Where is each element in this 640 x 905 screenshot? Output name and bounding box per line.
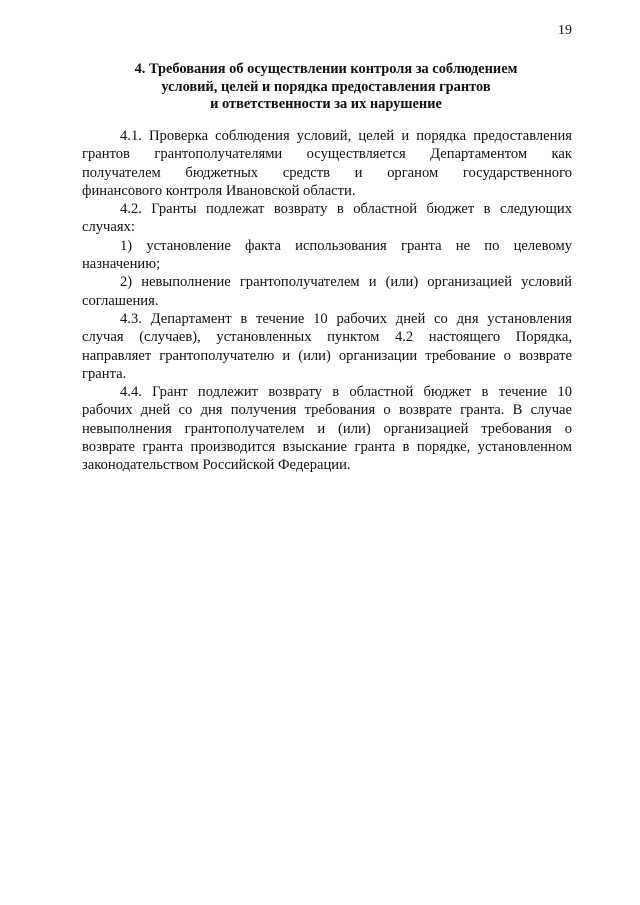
text-line: направляет грантополучателю и (или) организации требование о возврате xyxy=(82,347,572,364)
list-item-2 xyxy=(82,273,572,310)
text-line: 4.1. Проверка соблюдения условий, целей и порядка предоставления xyxy=(120,128,572,144)
text-line: финансового контроля Ивановской области. xyxy=(82,182,356,199)
text-line: гранта. xyxy=(82,365,127,382)
heading-line: и ответственности за их нарушение xyxy=(210,96,442,112)
page-number: 19 xyxy=(558,23,572,38)
heading-line: 4. Требования об осуществлении контроля за соблюдением xyxy=(134,61,518,77)
text-line: невыполнения грантополучателем и (или) организацией требования о xyxy=(82,420,572,437)
text-line: 1) установление факта использования гранта не по целевому xyxy=(120,237,572,254)
section-heading xyxy=(82,61,570,114)
text-line: 4.4. Грант подлежит возврату в областной бюджет в течение 10 xyxy=(120,384,572,401)
paragraph-4-2 xyxy=(82,200,572,237)
text-line: получателем бюджетных средств и органом государственного xyxy=(82,164,572,181)
section-body xyxy=(82,127,572,475)
text-line: 4.3. Департамент в течение 10 рабочих дней со дня установления xyxy=(120,310,572,327)
text-line: рабочих дней со дня получения требования о возврате гранта. В случае xyxy=(82,402,572,419)
paragraph-4-1 xyxy=(82,127,572,200)
text-line: назначению; xyxy=(82,256,161,273)
text-line: грантов грантополучателями осуществляется Департаментом как xyxy=(82,146,572,163)
text-line: 4.2. Гранты подлежат возврату в областной бюджет в следующих xyxy=(120,201,572,218)
paragraph-4-3 xyxy=(82,310,572,383)
list-item-1 xyxy=(82,237,572,274)
heading-line: условий, целей и порядка предоставления грантов xyxy=(161,78,491,95)
text-line: случаях: xyxy=(82,219,135,236)
text-line: случая (случаев), установленных пунктом 4.2 настоящего Порядка, xyxy=(82,329,572,346)
text-line: законодательством Российской Федерации. xyxy=(82,457,351,474)
text-line: 2) невыполнение грантополучателем и (или) организацией условий xyxy=(120,274,572,291)
text-line: соглашения. xyxy=(82,292,159,309)
paragraph-4-4 xyxy=(82,383,572,474)
text-line: возврате гранта производится взыскание гранта в порядке, установленном xyxy=(82,439,572,456)
